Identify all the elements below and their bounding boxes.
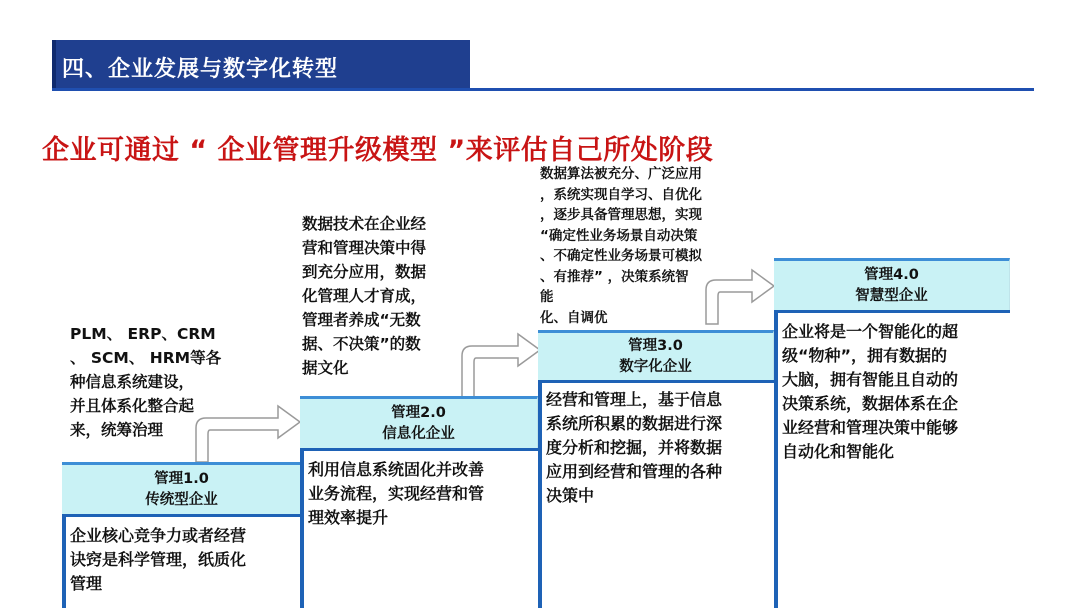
stage-1-top-text: PLM、 ERP、CRM 、 SCM、 HRM等各 种信息系统建设， 并且体系化整合起 来，统筹治理 bbox=[70, 325, 222, 439]
header-divider bbox=[52, 88, 1034, 91]
stage-box-4 bbox=[774, 258, 1010, 310]
stage-name: 管理1.0 bbox=[154, 470, 209, 487]
section-title: 四、企业发展与数字化转型 bbox=[62, 57, 339, 82]
page-headline: 企业可通过 “ 企业管理升级模型 ”来评估自己所处阶段 bbox=[42, 135, 714, 166]
stage-2-top-text: 数据技术在企业经 营和管理决策中得 到充分应用，数据 化管理人才育成， 管理者养成“无数 据、不决策”的数 据文化 bbox=[302, 215, 427, 377]
stage-box-3 bbox=[538, 330, 774, 380]
stage-name: 管理2.0 bbox=[391, 404, 446, 421]
stage-4-bottom-text: 企业将是一个智能化的超 级“物种”，拥有数据的 大脑，拥有智能且自动的 决策系统，数据体系在企 业经营和管理决策中能够 自动化和智能化 bbox=[782, 322, 959, 461]
stage-type: 数字化企业 bbox=[619, 358, 692, 375]
stage-name: 管理4.0 bbox=[864, 266, 919, 283]
stage-1-bottom-text: 企业核心竞争力或者经营 诀窍是科学管理，纸质化 管理 bbox=[70, 526, 247, 593]
stage-3-top-text: 数据算法被充分、广泛应用 ，系统实现自学习、自优化 ，逐步具备管理思想，实现 “确定性业务场景自动决策 、不确定性业务场景可模拟 、有推荐” ，决策系统智 能 化、自调优 bbox=[540, 166, 702, 326]
stage-2-bottom-text: 利用信息系统固化并改善 业务流程，实现经营和管 理效率提升 bbox=[308, 460, 485, 527]
stage-3-bottom-text: 经营和管理上，基于信息 系统所积累的数据进行深 度分析和挖掘，并将数据 应用到经营和管理的各种 决策中 bbox=[546, 390, 723, 505]
stage-type: 信息化企业 bbox=[382, 425, 455, 442]
stage-box-1 bbox=[62, 462, 302, 514]
stage-name: 管理3.0 bbox=[628, 337, 683, 354]
stage-box-2 bbox=[300, 396, 538, 448]
stage-type: 智慧型企业 bbox=[855, 287, 928, 304]
stage-type: 传统型企业 bbox=[145, 491, 218, 508]
